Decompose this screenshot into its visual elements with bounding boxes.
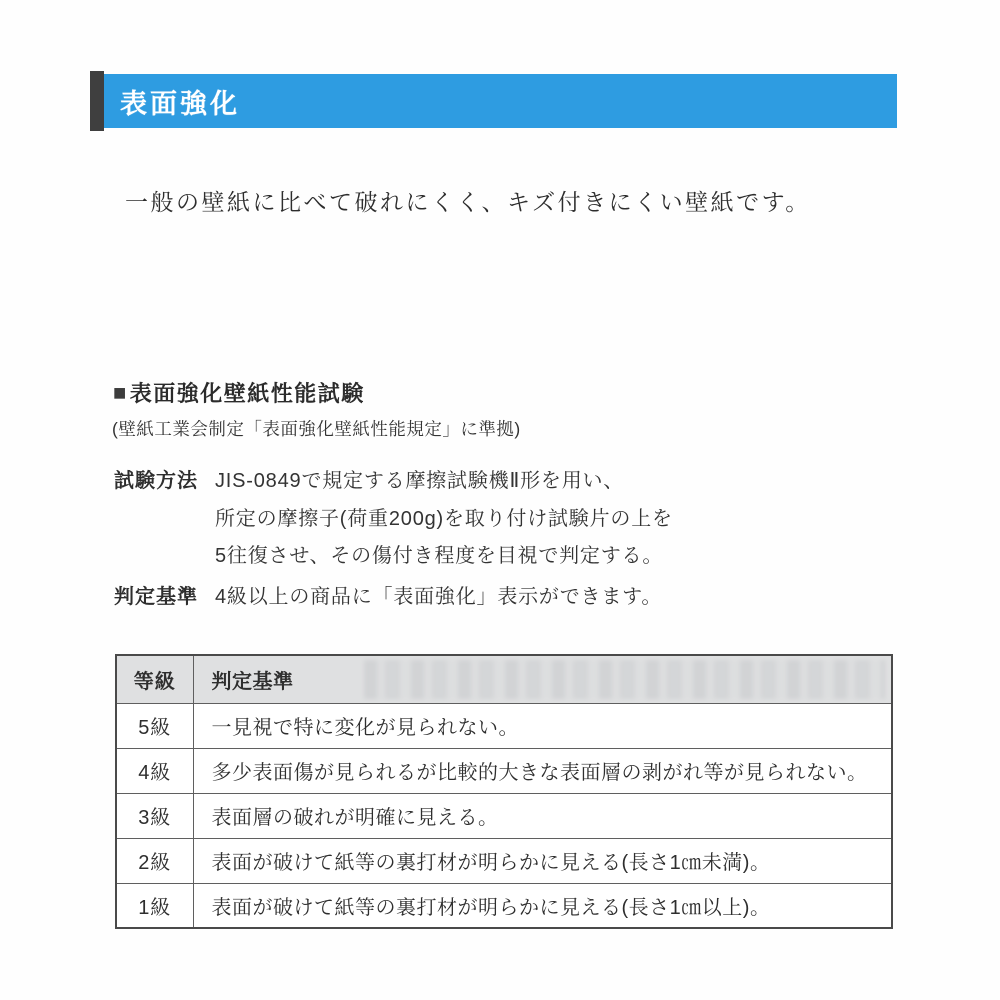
test-method-line: 5往復させ、その傷付き程度を目視で判定する。 (215, 545, 664, 567)
criteria-column-header-text: 判定基準 (211, 670, 294, 693)
judgment-criteria-text: 4級以上の商品に「表面強化」表示ができます。 (215, 586, 663, 608)
criteria-cell: 一見視で特に変化が見られない。 (193, 703, 892, 748)
judgment-criteria-label: 判定基準 (114, 586, 198, 608)
grade-cell: 2級 (116, 838, 193, 883)
criteria-column-header (193, 655, 892, 703)
grade-column-header: 等級 (116, 655, 193, 703)
table-row (116, 703, 892, 748)
table-row (116, 793, 892, 838)
page-title: 表面強化 (120, 88, 240, 119)
criteria-cell: 表面が破けて紙等の裏打材が明らかに見える(長さ1㎝以上)。 (193, 883, 892, 928)
table-row (116, 838, 892, 883)
section-title-bar (104, 74, 897, 128)
grade-cell: 3級 (116, 793, 193, 838)
performance-test-heading (113, 377, 365, 408)
test-method-line: 所定の摩擦子(荷重200g)を取り付け試験片の上を (215, 507, 673, 530)
performance-test-heading-text: 表面強化壁紙性能試験 (129, 381, 365, 406)
criteria-cell: 多少表面傷が見られるが比較的大きな表面層の剥がれ等が見られない。 (193, 748, 892, 793)
grade-cell: 5級 (116, 703, 193, 748)
criteria-cell: 表面が破けて紙等の裏打材が明らかに見える(長さ1㎝未満)。 (193, 838, 892, 883)
intro-sentence: 一般の壁紙に比べて破れにくく、キズ付きにくい壁紙です。 (125, 189, 811, 215)
table-row (116, 883, 892, 928)
test-method-line: JIS-0849で規定する摩擦試験機Ⅱ形を用い、 (215, 470, 625, 492)
grade-cell: 1級 (116, 883, 193, 928)
table-row (116, 748, 892, 793)
test-method-label: 試験方法 (114, 470, 198, 492)
showthrough-artifact (364, 660, 886, 699)
criteria-cell: 表面層の破れが明確に見える。 (193, 793, 892, 838)
title-accent-bar (90, 71, 104, 131)
table-header-row (116, 655, 892, 703)
test-method-description (215, 464, 673, 577)
grade-cell: 4級 (116, 748, 193, 793)
square-bullet-icon: ■ (113, 379, 128, 405)
grade-criteria-table (115, 654, 893, 929)
standard-reference-note: (壁紙工業会制定「表面強化壁紙性能規定」に準拠) (112, 419, 521, 439)
